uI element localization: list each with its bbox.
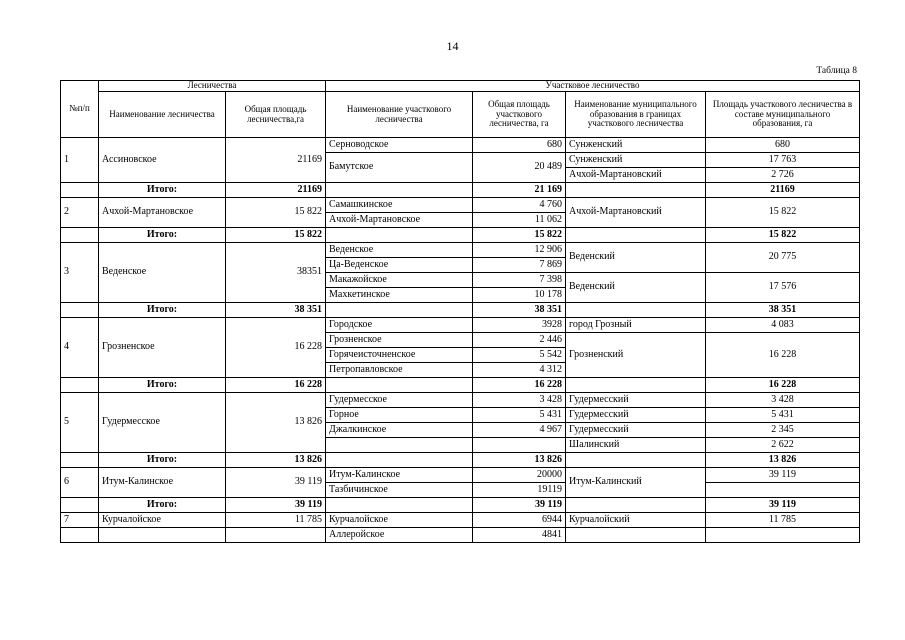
district-name: Махкетинское: [326, 288, 473, 303]
total-row: [61, 453, 860, 468]
header-group-district: Участковое лесничество: [326, 81, 860, 92]
municipality-name: Сунженский: [566, 138, 706, 153]
total-label: Итого:: [99, 228, 226, 243]
forestry-table: [60, 80, 860, 543]
district-name: Гудермесское: [326, 393, 473, 408]
district-name: Горное: [326, 408, 473, 423]
total-label: Итого:: [99, 303, 226, 318]
district-name: Серноводское: [326, 138, 473, 153]
municipality-name: город Грозный: [566, 318, 706, 333]
total-row: [61, 498, 860, 513]
table-row: [61, 393, 860, 408]
row-num: 5: [61, 393, 99, 453]
district-area: 4841: [473, 528, 566, 543]
header-row-columns: [61, 92, 860, 138]
municipality-name: Гудермесский: [566, 393, 706, 408]
municipality-name: Веденский: [566, 243, 706, 273]
district-name: Курчалойское: [326, 513, 473, 528]
total-forestry-area: 15 822: [226, 228, 326, 243]
header-forestry-name: Наименование лесничества: [99, 92, 226, 138]
district-area: 4 967: [473, 423, 566, 438]
municipal-area: 2 726: [706, 168, 860, 183]
district-area: 7 869: [473, 258, 566, 273]
total-label: Итого:: [99, 378, 226, 393]
municipal-area: 5 431: [706, 408, 860, 423]
district-area: 5 431: [473, 408, 566, 423]
district-area: 19119: [473, 483, 566, 498]
forestry-name: Ачхой-Мартановское: [99, 198, 226, 228]
municipality-name: Веденский: [566, 273, 706, 303]
municipal-area: 15 822: [706, 198, 860, 228]
forestry-name: Курчалойское: [99, 513, 226, 528]
header-row-groups: [61, 81, 860, 92]
total-row: [61, 228, 860, 243]
district-area: 3928: [473, 318, 566, 333]
total-label: Итого:: [99, 453, 226, 468]
total-label: Итого:: [99, 498, 226, 513]
municipal-area: 2 345: [706, 423, 860, 438]
total-row: [61, 378, 860, 393]
forestry-name: Ассиновское: [99, 138, 226, 183]
district-area: 12 906: [473, 243, 566, 258]
row-num: 4: [61, 318, 99, 378]
table-row: [61, 468, 860, 483]
table-row: [61, 528, 860, 543]
municipality-name: Сунженский: [566, 153, 706, 168]
total-row: [61, 303, 860, 318]
header-group-forestry: Лесничества: [99, 81, 326, 92]
total-label: Итого:: [99, 183, 226, 198]
municipal-area: 11 785: [706, 513, 860, 528]
municipal-area: 17 763: [706, 153, 860, 168]
forestry-area: 11 785: [226, 513, 326, 528]
district-name: Веденское: [326, 243, 473, 258]
district-name: Джалкинское: [326, 423, 473, 438]
total-municipal-area: 16 228: [706, 378, 860, 393]
district-name: Ца-Веденское: [326, 258, 473, 273]
header-district-name: Наименование участкового лесничества: [326, 92, 473, 138]
total-municipal-area: 13 826: [706, 453, 860, 468]
table-row: [61, 513, 860, 528]
forestry-area: 13 826: [226, 393, 326, 453]
header-municipality: Наименование муниципального образования в границах участкового лесничества: [566, 92, 706, 138]
total-forestry-area: 38 351: [226, 303, 326, 318]
total-district-area: 39 119: [473, 498, 566, 513]
municipal-area: 17 576: [706, 273, 860, 303]
municipality-name: Гудермесский: [566, 408, 706, 423]
table-row: [61, 243, 860, 258]
total-forestry-area: 13 826: [226, 453, 326, 468]
municipality-name: Итум-Калинский: [566, 468, 706, 498]
district-name: Макажойское: [326, 273, 473, 288]
municipal-area: 39 119: [706, 468, 860, 483]
municipality-name: Ачхой-Мартановский: [566, 198, 706, 228]
forestry-area: 21169: [226, 138, 326, 183]
page-number: 14: [446, 39, 459, 53]
district-area: 4 312: [473, 363, 566, 378]
district-name: Бамутское: [326, 153, 473, 183]
municipal-area: 680: [706, 138, 860, 153]
district-area: 20000: [473, 468, 566, 483]
row-num: 3: [61, 243, 99, 303]
district-area: 7 398: [473, 273, 566, 288]
district-name: Ачхой-Мартановское: [326, 213, 473, 228]
district-area: 10 178: [473, 288, 566, 303]
district-name: Аллеройское: [326, 528, 473, 543]
table-row: [61, 138, 860, 153]
municipality-name: Грозненский: [566, 333, 706, 378]
total-forestry-area: 21169: [226, 183, 326, 198]
forestry-name: Итум-Калинское: [99, 468, 226, 498]
district-area: 680: [473, 138, 566, 153]
row-num: 2: [61, 198, 99, 228]
row-num: 1: [61, 138, 99, 183]
total-district-area: 38 351: [473, 303, 566, 318]
total-forestry-area: 16 228: [226, 378, 326, 393]
municipal-area: 20 775: [706, 243, 860, 273]
district-name: Городское: [326, 318, 473, 333]
district-name: Грозненское: [326, 333, 473, 348]
district-area: 20 489: [473, 153, 566, 183]
district-name: Горячеисточненское: [326, 348, 473, 363]
table-row: [61, 318, 860, 333]
district-area: 4 760: [473, 198, 566, 213]
district-name: Петропавловское: [326, 363, 473, 378]
total-district-area: 15 822: [473, 228, 566, 243]
header-forestry-area: Общая площадь лесничества,га: [226, 92, 326, 138]
header-municipal-area: Площадь участкового лесничества в составе муниципального образования, га: [706, 92, 860, 138]
total-municipal-area: 21169: [706, 183, 860, 198]
municipal-area: 4 083: [706, 318, 860, 333]
total-municipal-area: 39 119: [706, 498, 860, 513]
total-row: [61, 183, 860, 198]
municipality-name: Шалинский: [566, 438, 706, 453]
district-area: 3 428: [473, 393, 566, 408]
total-district-area: 21 169: [473, 183, 566, 198]
total-district-area: 16 228: [473, 378, 566, 393]
header-num: №п/п: [61, 81, 99, 138]
row-num: 6: [61, 468, 99, 498]
row-num: 7: [61, 513, 99, 528]
municipal-area: 2 622: [706, 438, 860, 453]
district-area: 5 542: [473, 348, 566, 363]
forestry-name: Грозненское: [99, 318, 226, 378]
forestry-area: 38351: [226, 243, 326, 303]
total-municipal-area: 15 822: [706, 228, 860, 243]
forestry-area: 15 822: [226, 198, 326, 228]
municipal-area: 3 428: [706, 393, 860, 408]
district-area: 2 446: [473, 333, 566, 348]
municipality-name: Курчалойский: [566, 513, 706, 528]
table-row: [61, 198, 860, 213]
forestry-name: Веденское: [99, 243, 226, 303]
forestry-name: Гудермесское: [99, 393, 226, 453]
district-area: 11 062: [473, 213, 566, 228]
district-name: Тазбичинское: [326, 483, 473, 498]
district-area: 6944: [473, 513, 566, 528]
district-name: Итум-Калинское: [326, 468, 473, 483]
forestry-area: 39 119: [226, 468, 326, 498]
header-district-area: Общая площадь участкового лесничества, га: [473, 92, 566, 138]
municipal-area: 16 228: [706, 333, 860, 378]
district-name: Самашкинское: [326, 198, 473, 213]
table-caption: Таблица 8: [816, 66, 857, 76]
municipality-name: Ачхой-Мартановский: [566, 168, 706, 183]
total-forestry-area: 39 119: [226, 498, 326, 513]
forestry-area: 16 228: [226, 318, 326, 378]
total-district-area: 13 826: [473, 453, 566, 468]
total-municipal-area: 38 351: [706, 303, 860, 318]
municipality-name: Гудермесский: [566, 423, 706, 438]
